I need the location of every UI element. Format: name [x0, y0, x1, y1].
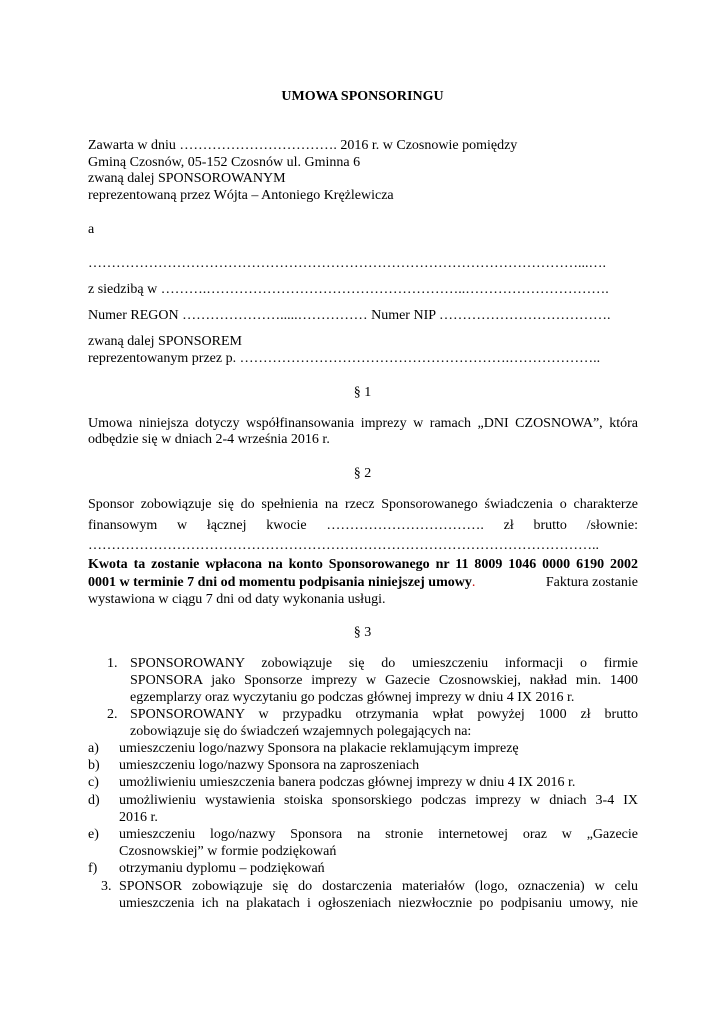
sublist-letter-f: f): [88, 861, 98, 876]
sublist-letter-c: c): [88, 775, 99, 790]
sublist-letter-e: e): [88, 827, 99, 842]
conjunction-a: a: [88, 222, 95, 237]
section-2-line-1: Sponsor zobowiązuje się do spełnienia na rzecz Sponsorowanego świadczenia o charakterze: [88, 497, 638, 512]
sublist-letter-d: d): [88, 793, 100, 808]
section-2-heading: § 2: [353, 466, 372, 481]
section-2-line-5: wystawiona w ciągu 7 dni od daty wykonania usługi.: [88, 592, 386, 607]
section-2-line-2: finansowym w łącznej kwocie ……………………………. zł brutto /słownie:: [88, 518, 638, 533]
sublist-item-d-line-2: 2016 r.: [119, 810, 158, 825]
item-1-line-2: SPONSORA jako Sponsorze imprezy w Gazecie Czosnowskiej, nakład min. 1400: [130, 673, 638, 688]
sponsor-represented-line: reprezentowanym przez p. ………………………………………………….………………..: [88, 351, 601, 366]
item-3-line-2: umieszczenia ich na plakatach i ogłoszeniach niezwłocznie po podpisaniu umowy, nie: [119, 896, 638, 911]
item-3-line-1: SPONSOR zobowiązuje się do dostarczenia materiałów (logo, oznaczenia) w celu: [119, 879, 638, 894]
section-2-account-line-1: Kwota ta zostanie wpłacona na konto Sponsorowanego nr 11 8009 1046 0000 6190 2002: [88, 557, 638, 572]
sublist-item-d-line-1: umożliwieniu wystawienia stoiska sponsorskiego podczas imprezy w dniach 3-4 IX: [119, 793, 638, 808]
intro-line-date: Zawarta w dniu ……………………………. 2016 r. w Czosnowie pomiędzy: [88, 138, 518, 153]
item-1-line-1: SPONSOROWANY zobowiązuje się do umieszczeniu informacji o firmie: [130, 656, 638, 671]
list-number-2: 2.: [107, 707, 118, 722]
item-2-line-2: zobowiązuje się do świadczeń wzajemnych polegających na:: [130, 724, 472, 739]
section-3-heading: § 3: [353, 625, 372, 640]
intro-line-gmina: Gminą Czosnów, 05-152 Czosnów ul. Gminna 6: [88, 155, 361, 170]
sublist-letter-a: a): [88, 741, 99, 756]
list-number-3: 3.: [101, 879, 112, 894]
sponsor-called-line: zwaną dalej SPONSOREM: [88, 334, 242, 349]
sponsor-seat-line: z siedzibą w ……….………………………………………………..………………………….: [88, 282, 609, 297]
section-2-red-period: .: [471, 575, 476, 590]
item-1-line-3: egzemplarzy oraz wyczytaniu go podczas głównej imprezy w dniu 4 IX 2016 r.: [130, 690, 575, 705]
intro-line-called: zwaną dalej SPONSOROWANYM: [88, 171, 286, 186]
intro-line-represented: reprezentowaną przez Wójta – Antoniego Krężlewicza: [88, 188, 394, 203]
sponsor-name-line: ……………………………………………………………………………………………...….: [88, 256, 606, 271]
sublist-item-c: umożliwieniu umieszczenia banera podczas głównej imprezy w dniu 4 IX 2016 r.: [119, 775, 576, 790]
section-2-account-line-2: [88, 575, 638, 591]
section-1-line-2: odbędzie się w dniach 2-4 września 2016 r.: [88, 432, 330, 447]
section-1-heading: § 1: [353, 385, 372, 400]
section-2-invoice-start: Faktura zostanie: [545, 575, 638, 590]
document-title: UMOWA SPONSORINGU: [281, 89, 444, 104]
sublist-item-e-line-1: umieszczeniu logo/nazwy Sponsora na stronie internetowej oraz w „Gazecie: [119, 827, 638, 842]
sublist-item-b: umieszczeniu logo/nazwy Sponsora na zaproszeniach: [119, 758, 420, 773]
section-2-line-3: ………………………………………………………………………………………………..: [88, 538, 599, 553]
sublist-item-e-line-2: Czosnowskiej” w formie podziękowań: [119, 844, 337, 859]
sublist-letter-b: b): [88, 758, 100, 773]
sublist-item-f: otrzymaniu dyplomu – podziękowań: [119, 861, 325, 876]
sponsor-regon-nip-line: Numer REGON ………………….....…………… Numer NIP ……………………………….: [88, 308, 611, 323]
section-2-account-term: 0001 w terminie 7 dni od momentu podpisania niniejszej umowy: [88, 575, 472, 590]
item-2-line-1: SPONSOROWANY w przypadku otrzymania wpłat powyżej 1000 zł brutto: [130, 707, 638, 722]
section-1-line-1: Umowa niniejsza dotyczy współfinansowania imprezy w ramach „DNI CZOSNOWA”, która: [88, 416, 638, 431]
list-number-1: 1.: [107, 656, 118, 671]
sublist-item-a: umieszczeniu logo/nazwy Sponsora na plakacie reklamującym imprezę: [119, 741, 519, 756]
